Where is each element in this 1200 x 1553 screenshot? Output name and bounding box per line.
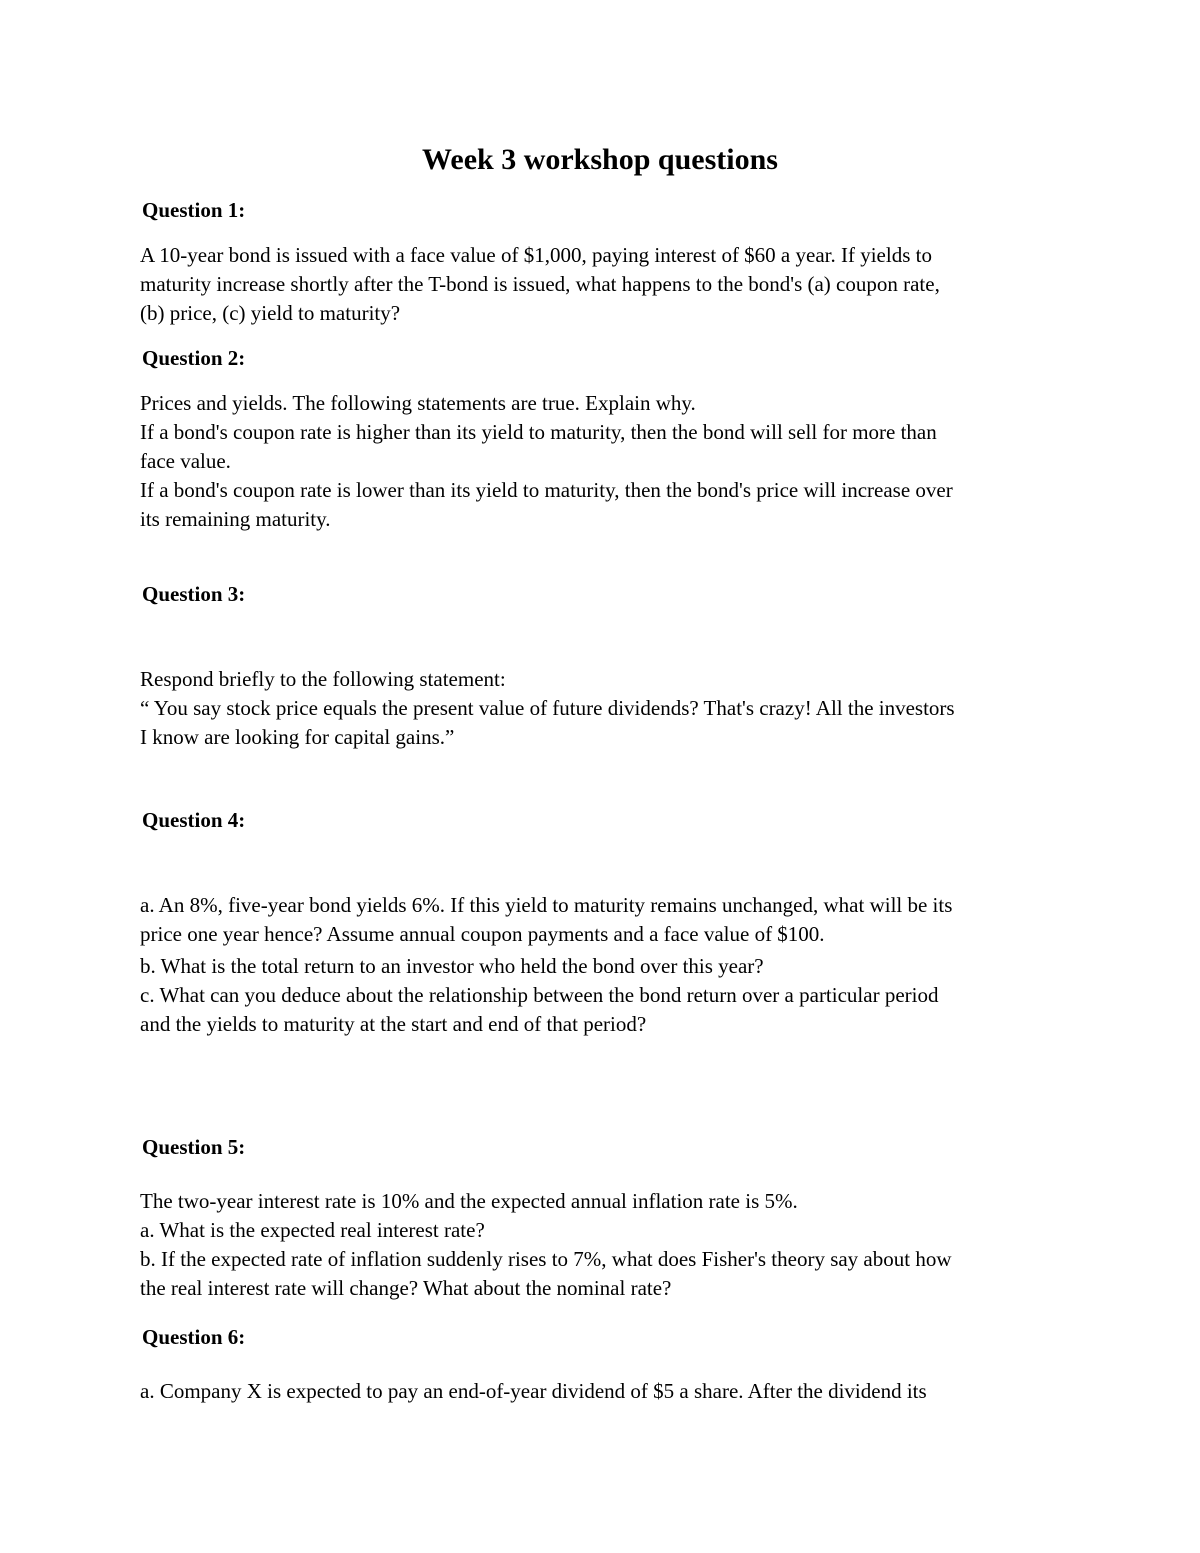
question-4-line-5: and the yields to maturity at the start and end of that period? [140,1012,647,1036]
question-4-line-2: price one year hence? Assume annual coupon payments and a face value of $100. [140,922,825,946]
question-2-heading: Question 2: [142,346,246,370]
question-2-body [140,389,1058,534]
question-3-line-1: Respond briefly to the following statement: [140,667,506,691]
question-5-body [140,1187,1058,1303]
question-2-line-2: If a bond's coupon rate is higher than its yield to maturity, then the bond will sell for more than [140,420,937,444]
question-4-line-4: c. What can you deduce about the relationship between the bond return over a particular period [140,983,939,1007]
question-2-line-1: Prices and yields. The following statements are true. Explain why. [140,391,696,415]
question-2-line-4: If a bond's coupon rate is lower than its yield to maturity, then the bond's price will increase over [140,478,953,502]
question-4-line-1: a. An 8%, five-year bond yields 6%. If this yield to maturity remains unchanged, what will be its [140,893,953,917]
question-1-body [140,241,1058,328]
question-1-line-1: A 10-year bond is issued with a face value of $1,000, paying interest of $60 a year. If yields to [140,243,932,267]
question-5-heading: Question 5: [142,1135,246,1159]
question-3-line-3: I know are looking for capital gains.” [140,725,455,749]
question-1-line-2: maturity increase shortly after the T-bond is issued, what happens to the bond's (a) coupon rate, [140,272,940,296]
question-6-heading: Question 6: [142,1325,246,1349]
question-4-line-3: b. What is the total return to an investor who held the bond over this year? [140,954,764,978]
question-5-line-3: b. If the expected rate of inflation suddenly rises to 7%, what does Fisher's theory say about how [140,1247,952,1271]
page-title: Week 3 workshop questions [422,143,778,176]
question-3-heading: Question 3: [142,582,246,606]
question-1-heading: Question 1: [142,198,246,222]
question-5-line-2: a. What is the expected real interest rate? [140,1218,485,1242]
question-4-heading: Question 4: [142,808,246,832]
question-6-line-1: a. Company X is expected to pay an end-of-year dividend of $5 a share. After the dividend its [140,1379,927,1403]
question-5-line-1: The two-year interest rate is 10% and the expected annual inflation rate is 5%. [140,1189,798,1213]
question-6-body [140,1377,1058,1406]
question-3-body [140,665,1058,752]
question-4-body [140,891,1058,1039]
question-5-line-4: the real interest rate will change? What about the nominal rate? [140,1276,672,1300]
question-1-line-3: (b) price, (c) yield to maturity? [140,301,401,325]
question-2-line-5: its remaining maturity. [140,507,331,531]
question-3-line-2: “ You say stock price equals the present value of future dividends? That's crazy! All the investors [140,696,955,720]
question-2-line-3: face value. [140,449,231,473]
